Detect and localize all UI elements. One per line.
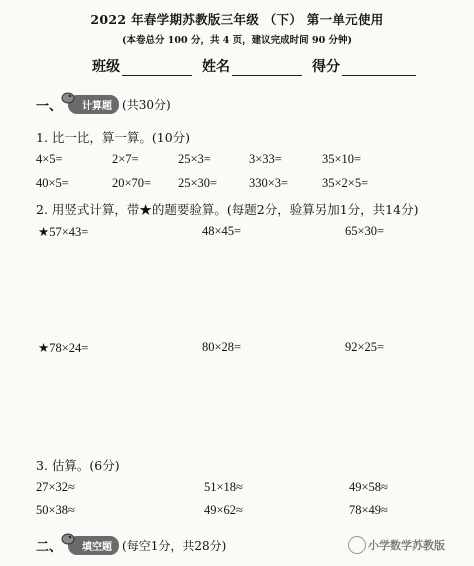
q1-item: 35×2×5= <box>322 176 369 190</box>
bird-icon <box>60 89 76 105</box>
class-field[interactable] <box>122 61 192 76</box>
q3-item: 49×62≈ <box>204 503 243 517</box>
name-field[interactable] <box>232 61 302 76</box>
q1-item: 25×3= <box>178 152 211 166</box>
section-2-badge <box>68 536 119 555</box>
q2-item: ★57×43= <box>38 225 89 239</box>
q3-item: 49×58≈ <box>349 480 388 494</box>
section-1-points: (共30分) <box>122 98 171 112</box>
q3-item: 50×38≈ <box>36 503 75 517</box>
q1-item: 35×10= <box>322 152 362 166</box>
q3-item: 78×49≈ <box>349 503 388 517</box>
q1-item: 2×7= <box>112 152 139 166</box>
section-2-header <box>36 536 226 555</box>
score-label: 得分 <box>312 59 340 75</box>
exam-subtitle: (本卷总分 100 分，共 4 页，建议完成时间 90 分钟) <box>122 35 352 46</box>
q3-title: 3. 估算。(6分) <box>36 458 120 473</box>
q2-item: 80×28= <box>202 340 242 354</box>
name-label: 姓名 <box>202 59 230 75</box>
score-field[interactable] <box>342 61 416 76</box>
section-2-badge-label: 填空题 <box>82 542 113 553</box>
class-label: 班级 <box>92 59 120 75</box>
q2-item: 48×45= <box>202 224 242 238</box>
q1-item: 4×5= <box>36 152 63 166</box>
q1-item: 20×70= <box>112 176 152 190</box>
section-1-badge <box>68 95 119 114</box>
bird-icon <box>60 530 76 546</box>
q1-item: 40×5= <box>36 176 69 190</box>
q1-item: 25×30= <box>178 176 218 190</box>
section-1-number: 一、 <box>36 99 63 114</box>
exam-title: 2022 年春学期苏教版三年级 （下） 第一单元使用 <box>90 12 384 27</box>
q3-item: 51×18≈ <box>204 480 243 494</box>
q2-item: ★78×24= <box>38 341 89 355</box>
section-1-badge-label: 计算题 <box>82 101 113 112</box>
student-info-row <box>92 56 426 76</box>
q3-item: 27×32≈ <box>36 480 75 494</box>
section-2-points: (每空1分，共28分) <box>122 539 227 553</box>
q2-title: 2. 用竖式计算，带★的题要验算。(每题2分，验算另加1分，共14分) <box>36 202 419 217</box>
wechat-logo-icon <box>348 536 366 554</box>
section-1-header <box>36 95 171 114</box>
q2-item: 92×25= <box>345 340 385 354</box>
q2-item: 65×30= <box>345 224 385 238</box>
q1-item: 330×3= <box>249 176 289 190</box>
q1-title: 1. 比一比，算一算。(10分) <box>36 130 191 145</box>
section-2-number: 二、 <box>36 540 63 555</box>
watermark-text: 小学数学苏教版 <box>368 539 445 552</box>
q1-item: 3×33= <box>249 152 282 166</box>
